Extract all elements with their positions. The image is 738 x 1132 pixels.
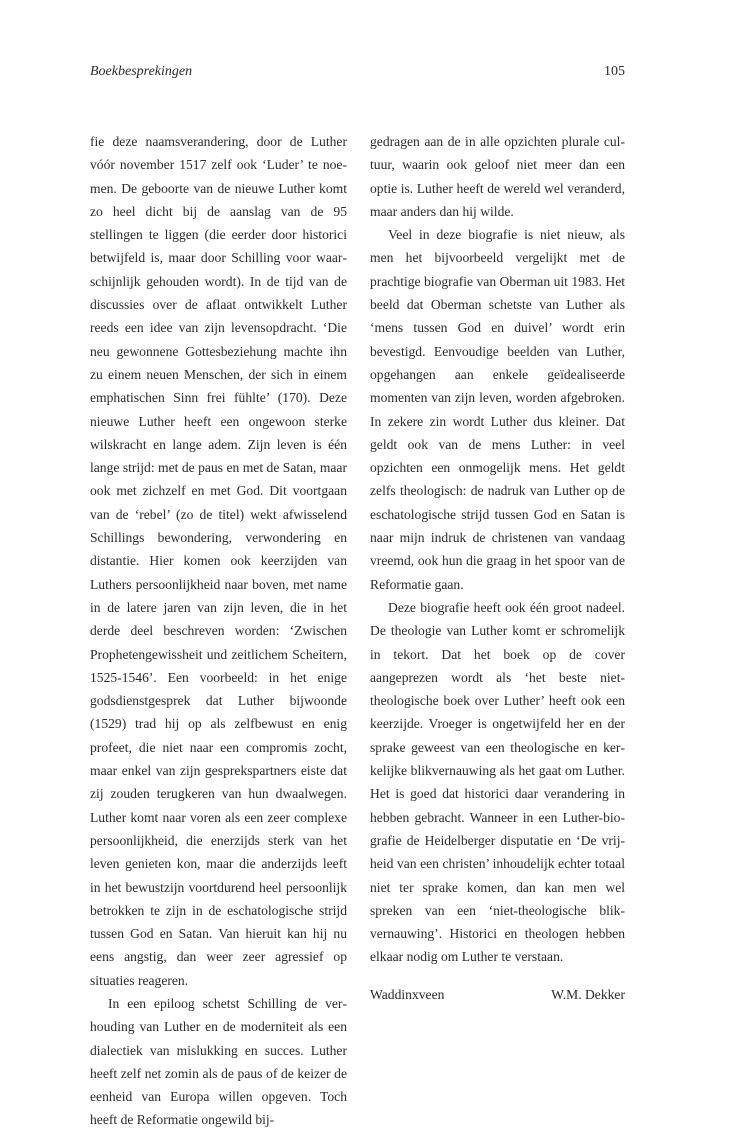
section-title: Boekbesprekingen: [90, 64, 193, 79]
running-head: [90, 64, 625, 84]
signature-author: W.M. Dekker: [551, 986, 625, 1002]
paragraph: gedragen aan de in alle opzichten plurale cultuur, waarin ook geloof niet meer dan een optie is. Luther heeft de wereld wel veranderd, maar anders dan hij wilde.: [370, 134, 625, 219]
paragraph: Deze biografie heeft ook één groot nadeel. De theologie van Luther komt er schromelijk in tekort. Dat het boek op de cover aangeprezen wordt als ‘het beste niet-theologische boek over Luther’ heeft ook een keerzijde. Vroeger is ongetwijfeld her en der sprake geweest van een theologische en kerkelijke blikvernauwing als het gaat om Luther. Het is goed dat historici daar verandering in hebben gebracht. Wanneer in een Luther-biografie de Heidelberger disputatie en ‘De vrijheid van een christen’ inhoudelijk echter totaal niet ter sprake komen, dan kan men wel spreken van een ‘niet-theologische blikvernauwing’. Historici en theologen hebben elkaar nodig om Luther te verstaan.: [370, 599, 625, 965]
signature-place: Waddinxveen: [370, 986, 445, 1002]
paragraph: In een epiloog schetst Schilling de verhouding van Luther en de moderniteit als een dialectiek van mislukking en succes. Luther heeft zelf net zomin als de paus of de keizer de eenheid van Europa willen opgeven. Toch heeft de Reformatie ongewild bij-: [90, 995, 347, 1128]
review-signature: [370, 983, 625, 1007]
paragraph: Veel in deze biografie is niet nieuw, als men het bijvoorbeeld vergelijkt met de prachtige biografie van Oberman uit 1983. Het beeld dat Oberman schetste van Luther als ‘mens tussen God en duivel’ wordt erin bevestigd. Eenvoudige beelden van Luther, opgehangen aan enkele geïdealiseerde momenten van zijn leven, worden afgebroken. In zekere zin wordt Luther dus kleiner. Dat geldt ook van de mens Luther: in veel opzichten een onmogelijk mens. Het geldt zelfs theologisch: de nadruk van Luther op de eschatologische strijd tussen God en Satan is naar mijn indruk de christenen van vandaag vreemd, ook hun die graag in het spoor van de Reformatie gaan.: [370, 227, 625, 592]
right-column: [370, 130, 625, 1007]
paragraph: fie deze naamsverandering, door de Luther vóór november 1517 zelf ook ‘Luder’ te noemen. De geboorte van de nieuwe Luther komt zo heel dicht bij de aanslag van de 95 stellingen te liggen (die eerder door historici betwijfeld is, maar door Schilling voor waarschijnlijk gehouden wordt). In de tijd van de discussies over de aflaat ontwikkelt Luther reeds een idee van zijn levensopdracht. ‘Die neu gewonnene Gottesbeziehung machte ihn zu einem neuen Menschen, der sich in einem emphatischen Sinn frei fühlte’ (170). Deze nieuwe Luther heeft een ongewoon sterke wilskracht en lange adem. Zijn leven is één lange strijd: met de paus en met de Satan, maar ook met zichzelf en met God. Dit voortgaan van de ‘rebel’ (zo de titel) wekt afwisselend Schillings bewondering, verwondering en distantie. Hier komen ook keerzijden van Luthers persoonlijkheid naar boven, met name in de latere jaren van zijn leven, die in het derde deel beschreven worden: ‘Zwischen Prophetengewissheit und zeitlichem Scheitern, 1525-1546’. Een voorbeeld: in het enige godsdienstgesprek dat Luther bijwoonde (1529) trad hij op als zelfbewust en enig profeet, die niet naar een compromis zocht, maar enkel van zijn gesprekspartners eiste dat zij zouden terugkeren van hun dwaalwegen. Luther komt naar voren als een zeer complexe persoonlijkheid, die enerzijds sterk van het leven genieten kon, maar die anderzijds leeft in het bewustzijn voortdurend heel persoonlijk betrokken te zijn in de eschatologische strijd tussen God en Satan. Van hieruit kan hij nu eens angstig, dan weer zeer agressief op situaties reageren.: [90, 134, 347, 988]
left-column: [90, 130, 347, 1132]
page-number: 105: [604, 64, 625, 79]
